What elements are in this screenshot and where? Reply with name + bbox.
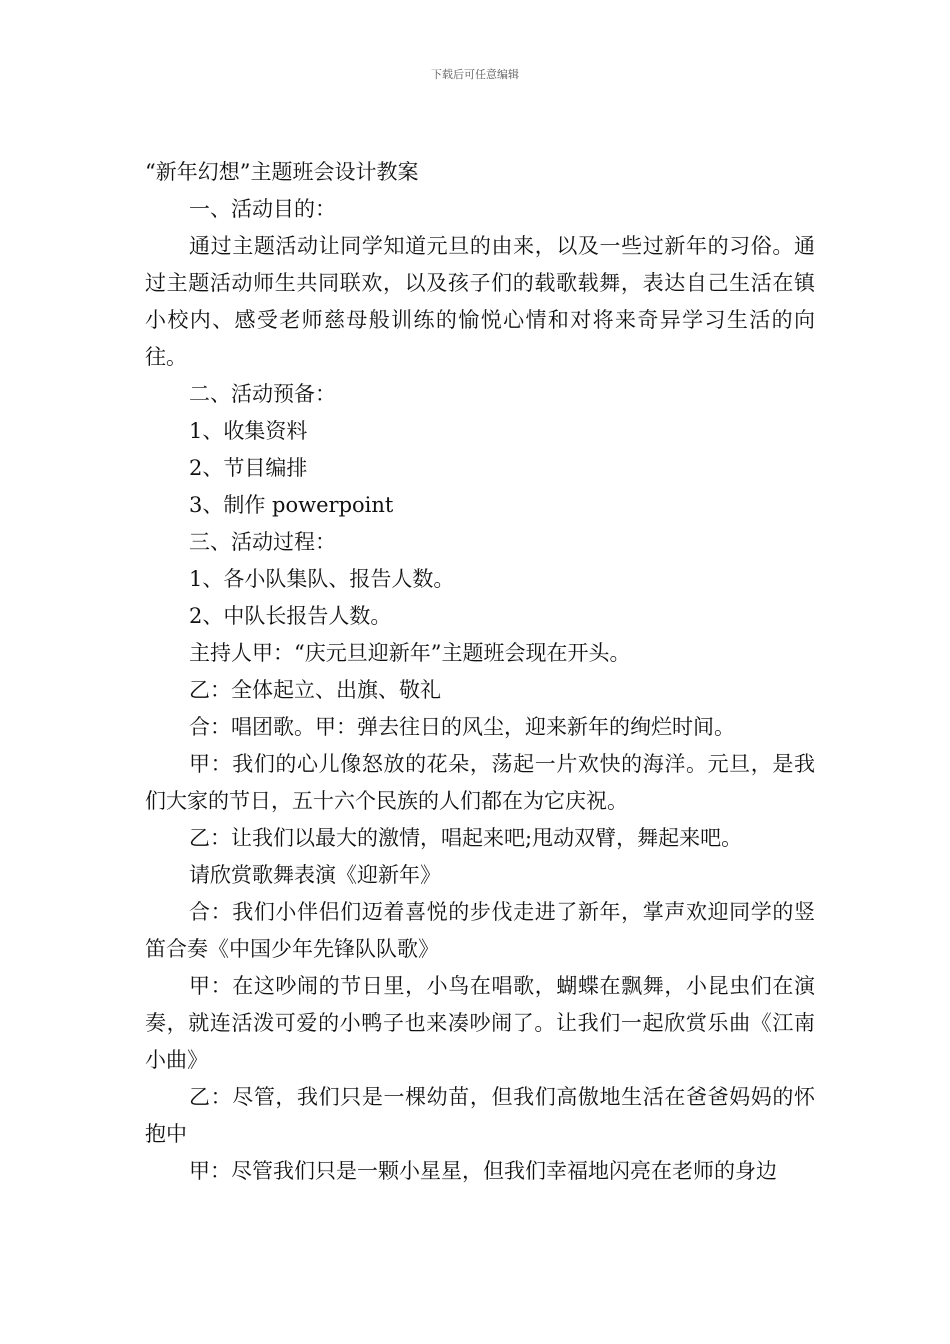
paragraph: 1、收集资料 [189, 419, 308, 443]
paragraph: 通过主题活动让同学知道元旦的由来，以及一些过新年的习俗。通过主题活动师生共同联欢，以及孩子们的载歌载舞，表达自己生活在镇小校内、感受老师慈母般训练的愉悦心情和对将来奇异学习生活的向往。 [145, 234, 815, 369]
paragraph: 乙：让我们以最大的激情，唱起来吧;甩动双臂，舞起来吧。 [189, 826, 743, 850]
document-body [145, 154, 815, 1190]
paragraph: 3、制作 powerpoint [189, 493, 394, 517]
paragraph: 乙：尽管，我们只是一棵幼苗，但我们高傲地生活在爸爸妈妈的怀抱中 [145, 1085, 815, 1146]
paragraph: 一、活动目的： [189, 197, 336, 221]
paragraph: 甲：我们的心儿像怒放的花朵，荡起一片欢快的海洋。元旦，是我们大家的节日，五十六个民族的人们都在为它庆祝。 [145, 752, 815, 813]
paragraph: 乙：全体起立、出旗、敬礼 [189, 678, 441, 702]
paragraph: 甲：在这吵闹的节日里，小鸟在唱歌，蝴蝶在飘舞，小昆虫们在演奏，就连活泼可爱的小鸭子也来凑吵闹了。让我们一起欣赏乐曲《江南小曲》 [145, 974, 815, 1072]
document-title: “新年幻想”主题班会设计教案 [145, 160, 419, 184]
paragraph: 合：唱团歌。甲：弹去往日的风尘，迎来新年的绚烂时间。 [189, 715, 735, 739]
paragraph: 2、中队长报告人数。 [189, 604, 392, 628]
paragraph: 合：我们小伴侣们迈着喜悦的步伐走进了新年，掌声欢迎同学的竖笛合奏《中国少年先锋队队歌》 [145, 900, 815, 961]
paragraph: 请欣赏歌舞表演《迎新年》 [189, 863, 441, 887]
paragraph: 二、活动预备： [189, 382, 336, 406]
paragraph: 2、节目编排 [189, 456, 308, 480]
paragraph: 三、活动过程： [189, 530, 336, 554]
paragraph: 1、各小队集队、报告人数。 [189, 567, 455, 591]
paragraph: 甲：尽管我们只是一颗小星星，但我们幸福地闪亮在老师的身边 [189, 1159, 777, 1183]
page-header-note: 下载后可任意编辑 [431, 68, 519, 81]
paragraph: 主持人甲：“庆元旦迎新年”主题班会现在开头。 [189, 641, 631, 665]
